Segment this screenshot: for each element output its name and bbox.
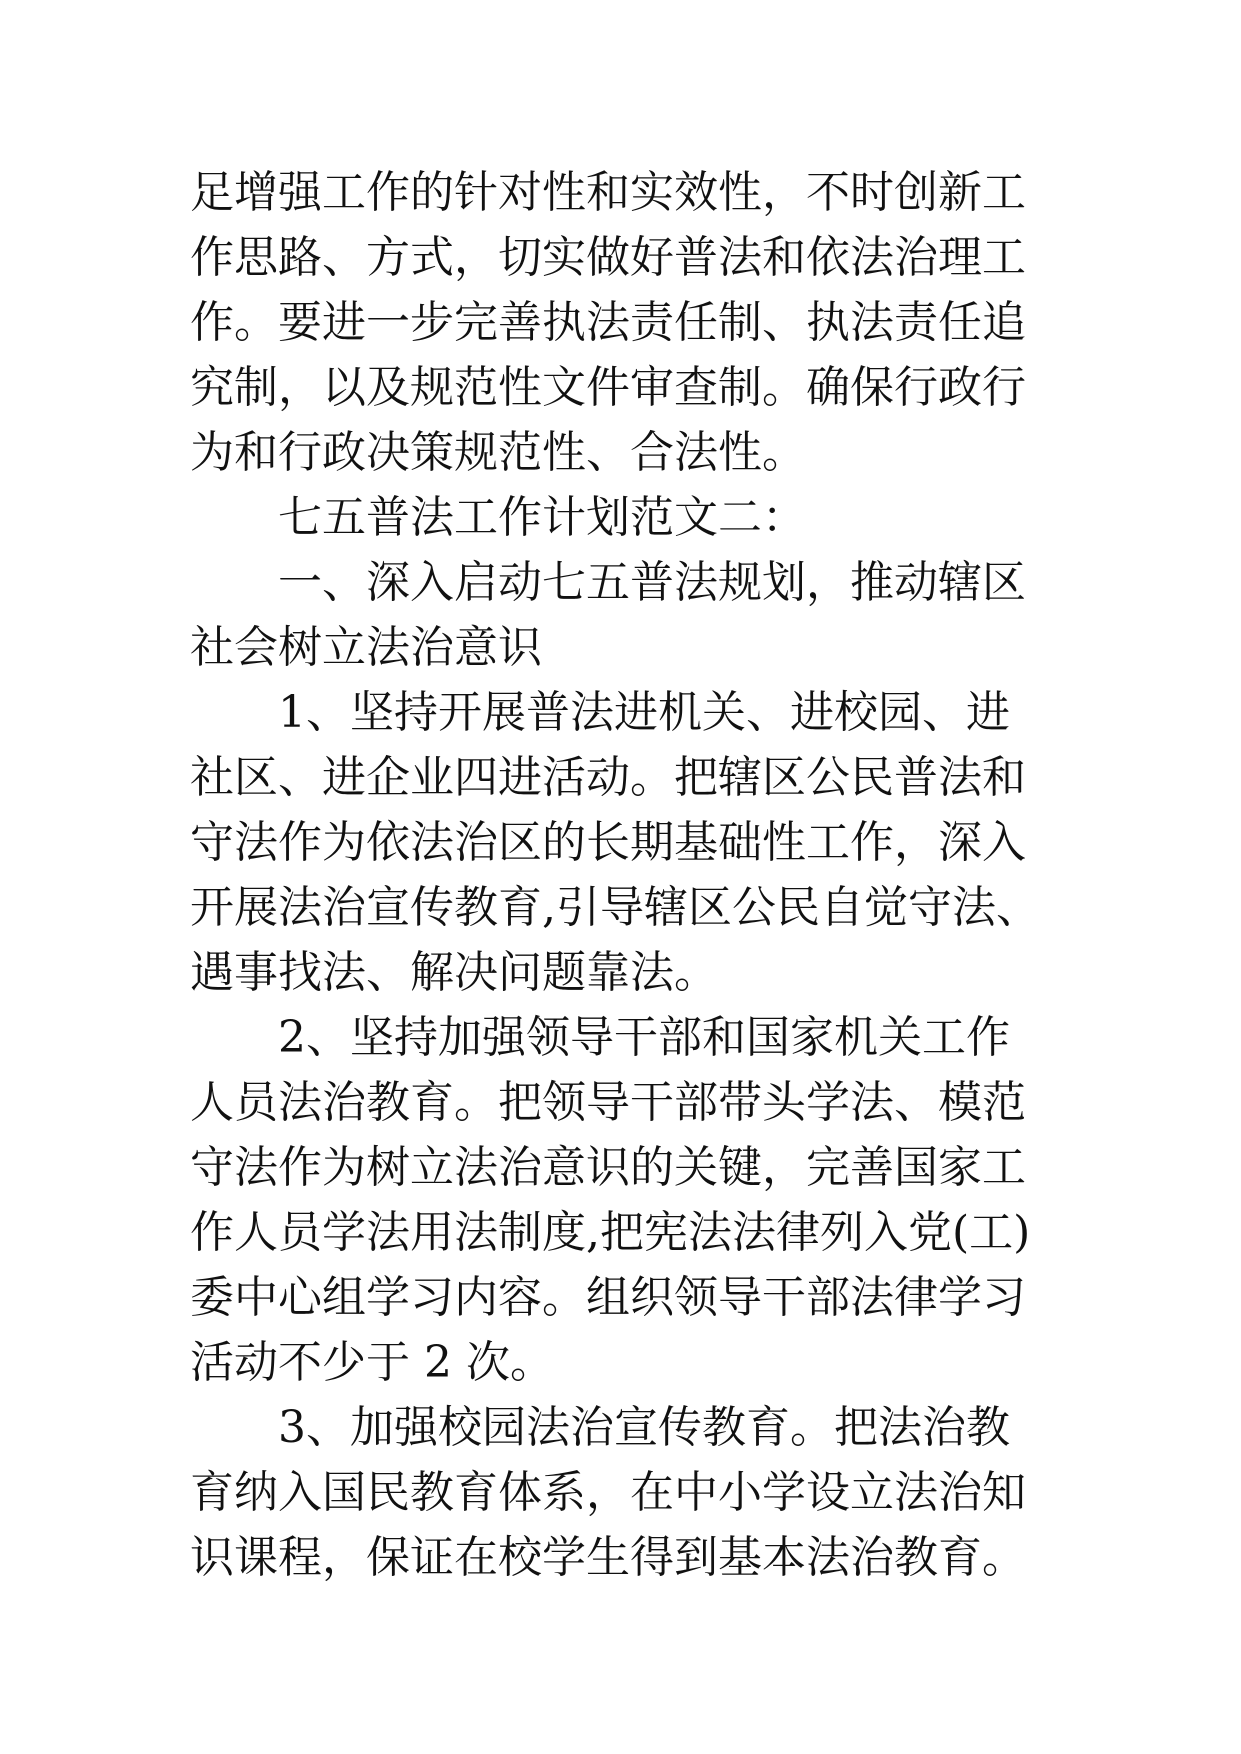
- paragraph-5-item-2: 2、坚持加强领导干部和国家机关工作 人员法治教育。把领导干部带头学法、模范 守法作为树立法治意识的关键，完善国家工 作人员学法用法制度,把宪法法律列入党(工) 委中心组学习内容。组织领导干部法律学习 活动不少于 2 次。: [190, 1012, 1031, 1388]
- paragraph-2-heading: 七五普法工作计划范文二：: [278, 492, 806, 543]
- paragraph-1: 足增强工作的针对性和实效性，不时创新工 作思路、方式，切实做好普法和依法治理工 作。要进一步完善执法责任制、执法责任追 究制，以及规范性文件审查制。确保行政行 为和行政决策规范性、合法性。: [190, 167, 1026, 478]
- paragraph-6-item-3: 3、加强校园法治宣传教育。把法治教 育纳入国民教育体系，在中小学设立法治知 识课程，保证在校学生得到基本法治教育。: [190, 1402, 1026, 1583]
- paragraph-4-item-1: 1、坚持开展普法进机关、进校园、进 社区、进企业四进活动。把辖区公民普法和 守法作为依法治区的长期基础性工作，深入 开展法治宣传教育,引导辖区公民自觉守法、 遇事找法、解决问题靠法。: [190, 687, 1040, 998]
- document-body: [190, 160, 1060, 1590]
- paragraph-3-section-heading: 一、深入启动七五普法规划，推动辖区 社会树立法治意识: [190, 557, 1026, 673]
